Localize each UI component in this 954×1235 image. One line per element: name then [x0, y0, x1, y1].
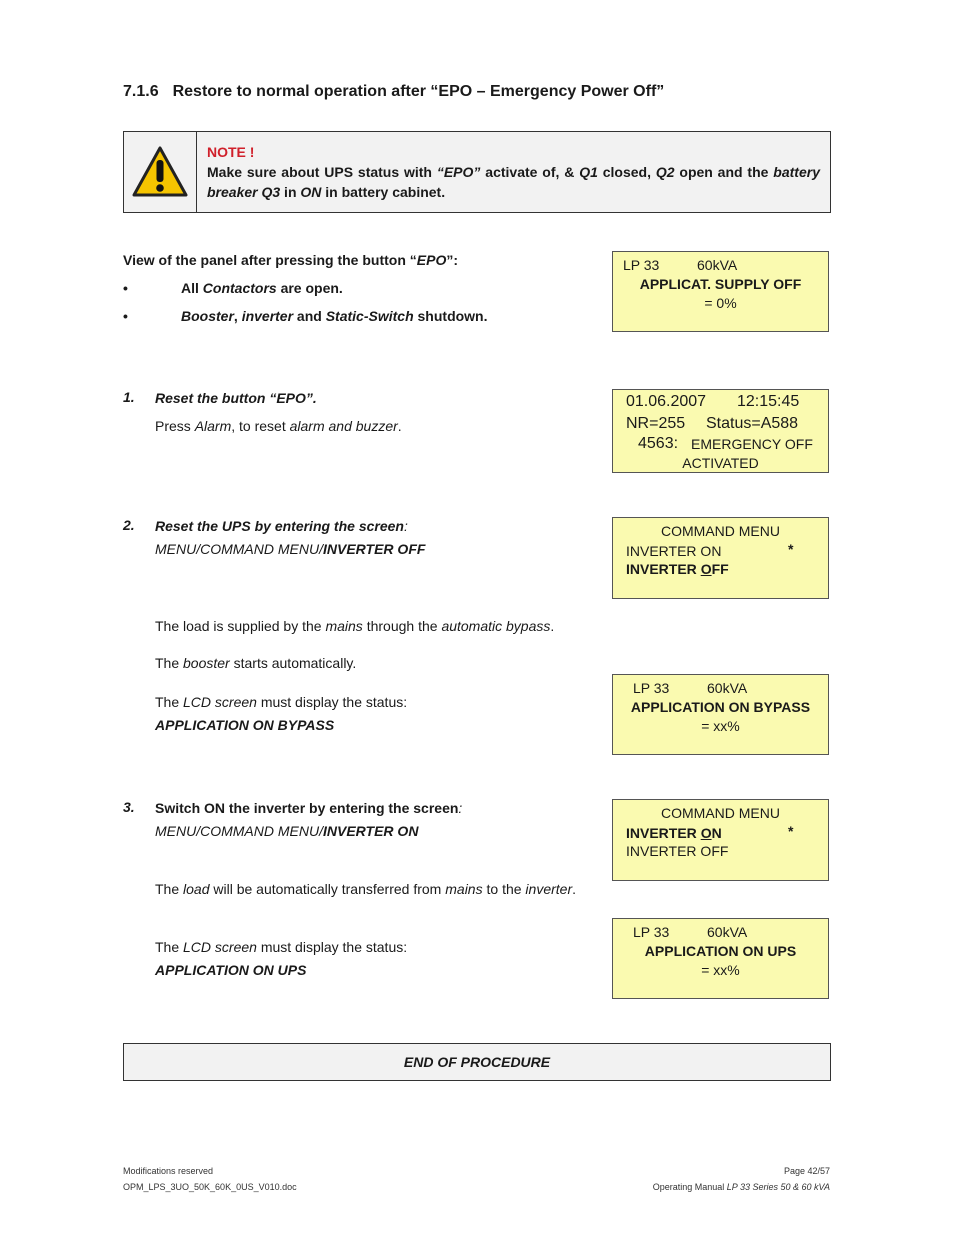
intro-line: View of the panel after pressing the button “EPO”:	[123, 252, 459, 268]
lcd-cursor: *	[788, 541, 794, 557]
lcd-load: = xx%	[701, 962, 740, 978]
lcd-menu-inverter-off: INVERTER OFF	[626, 561, 729, 577]
lcd-load: = xx%	[701, 718, 740, 734]
lcd-display-bypass	[612, 674, 829, 755]
step1-text: Press Alarm, to reset alarm and buzzer.	[155, 418, 402, 434]
step2-status: APPLICATION ON BYPASS	[155, 717, 335, 733]
lcd-model: LP 33	[633, 680, 670, 696]
lcd-status: APPLICATION ON BYPASS	[630, 699, 811, 715]
step3-number: 3.	[123, 799, 135, 815]
lcd-time: 12:15:45	[737, 393, 800, 410]
lcd-load: = 0%	[704, 295, 737, 311]
step3-status: APPLICATION ON UPS	[155, 962, 307, 978]
lcd-event-state: ACTIVATED	[682, 455, 759, 471]
lcd-menu-title: COMMAND MENU	[661, 805, 780, 821]
note-icon-cell	[124, 132, 197, 212]
section-title: Restore to normal operation after “EPO – Emergency Power Off”	[172, 83, 665, 100]
note-title: NOTE !	[207, 144, 255, 160]
lcd-power: 60kVA	[707, 924, 748, 940]
end-of-procedure-box	[123, 1043, 831, 1081]
lcd-model: LP 33	[623, 257, 660, 273]
footer-page-number: Page 42/57	[783, 1166, 830, 1176]
footer-filename: OPM_LPS_3UO_50K_60K_0US_V010.doc	[123, 1182, 297, 1192]
lcd-display-emergency	[612, 389, 829, 473]
step2-number: 2.	[123, 517, 135, 533]
lcd-nr: NR=255	[626, 415, 686, 432]
lcd-menu-inverter-off: INVERTER OFF	[626, 843, 729, 859]
lcd-display-ups	[612, 918, 829, 999]
step3-lcd-text: The LCD screen must display the status:	[155, 939, 408, 955]
lcd-power: 60kVA	[707, 680, 748, 696]
section-number: 7.1.6	[123, 83, 159, 100]
section-heading	[123, 83, 664, 101]
lcd-date: 01.06.2007	[626, 393, 707, 410]
step1-number: 1.	[123, 389, 135, 405]
lcd-status: APPLICAT. SUPPLY OFF	[639, 276, 802, 292]
step3-menu-path: MENU/COMMAND MENU/INVERTER ON	[155, 823, 419, 839]
lcd-display-command-off	[612, 517, 829, 599]
note-body: Make sure about UPS status with “EPO” activate of, & Q1 closed, Q2 open and the battery breaker Q3 in ON in battery cabinet.	[207, 164, 820, 200]
lcd-power: 60kVA	[697, 257, 738, 273]
footer-manual-title: Operating Manual LP 33 Series 50 & 60 kVA	[652, 1182, 830, 1192]
lcd-status: APPLICATION ON UPS	[644, 943, 797, 959]
end-of-procedure-label: END OF PROCEDURE	[403, 1054, 551, 1070]
lcd-status-code: Status=A588	[706, 415, 799, 432]
lcd-display-supply-off	[612, 251, 829, 332]
note-content	[197, 132, 830, 212]
step2-lcd-text: The LCD screen must display the status:	[155, 694, 408, 710]
lcd-model: LP 33	[633, 924, 670, 940]
lcd-menu-inverter-on: INVERTER ON	[626, 543, 722, 559]
step2-load-text: The load is supplied by the mains through the automatic bypass.	[155, 618, 555, 634]
warning-icon	[131, 145, 189, 199]
step2-menu-path: MENU/COMMAND MENU/INVERTER OFF	[155, 541, 426, 557]
note-box	[123, 131, 831, 213]
step3-load-text: The load will be automatically transferred from mains to the inverter.	[155, 881, 576, 897]
footer-modifications: Modifications reserved	[123, 1166, 214, 1176]
step2-title: Reset the UPS by entering the screen:	[155, 518, 408, 534]
lcd-cursor: *	[788, 823, 794, 839]
lcd-event-code: 4563:	[638, 435, 679, 452]
step2-booster-text: The booster starts automatically.	[155, 655, 357, 671]
step3-title: Switch ON the inverter by entering the screen:	[155, 800, 463, 816]
lcd-menu-inverter-on: INVERTER ON	[626, 825, 722, 841]
lcd-event-text: EMERGENCY OFF	[691, 436, 813, 452]
lcd-display-command-on	[612, 799, 829, 881]
lcd-menu-title: COMMAND MENU	[661, 523, 780, 539]
step1-title: Reset the button “EPO”.	[155, 390, 317, 406]
